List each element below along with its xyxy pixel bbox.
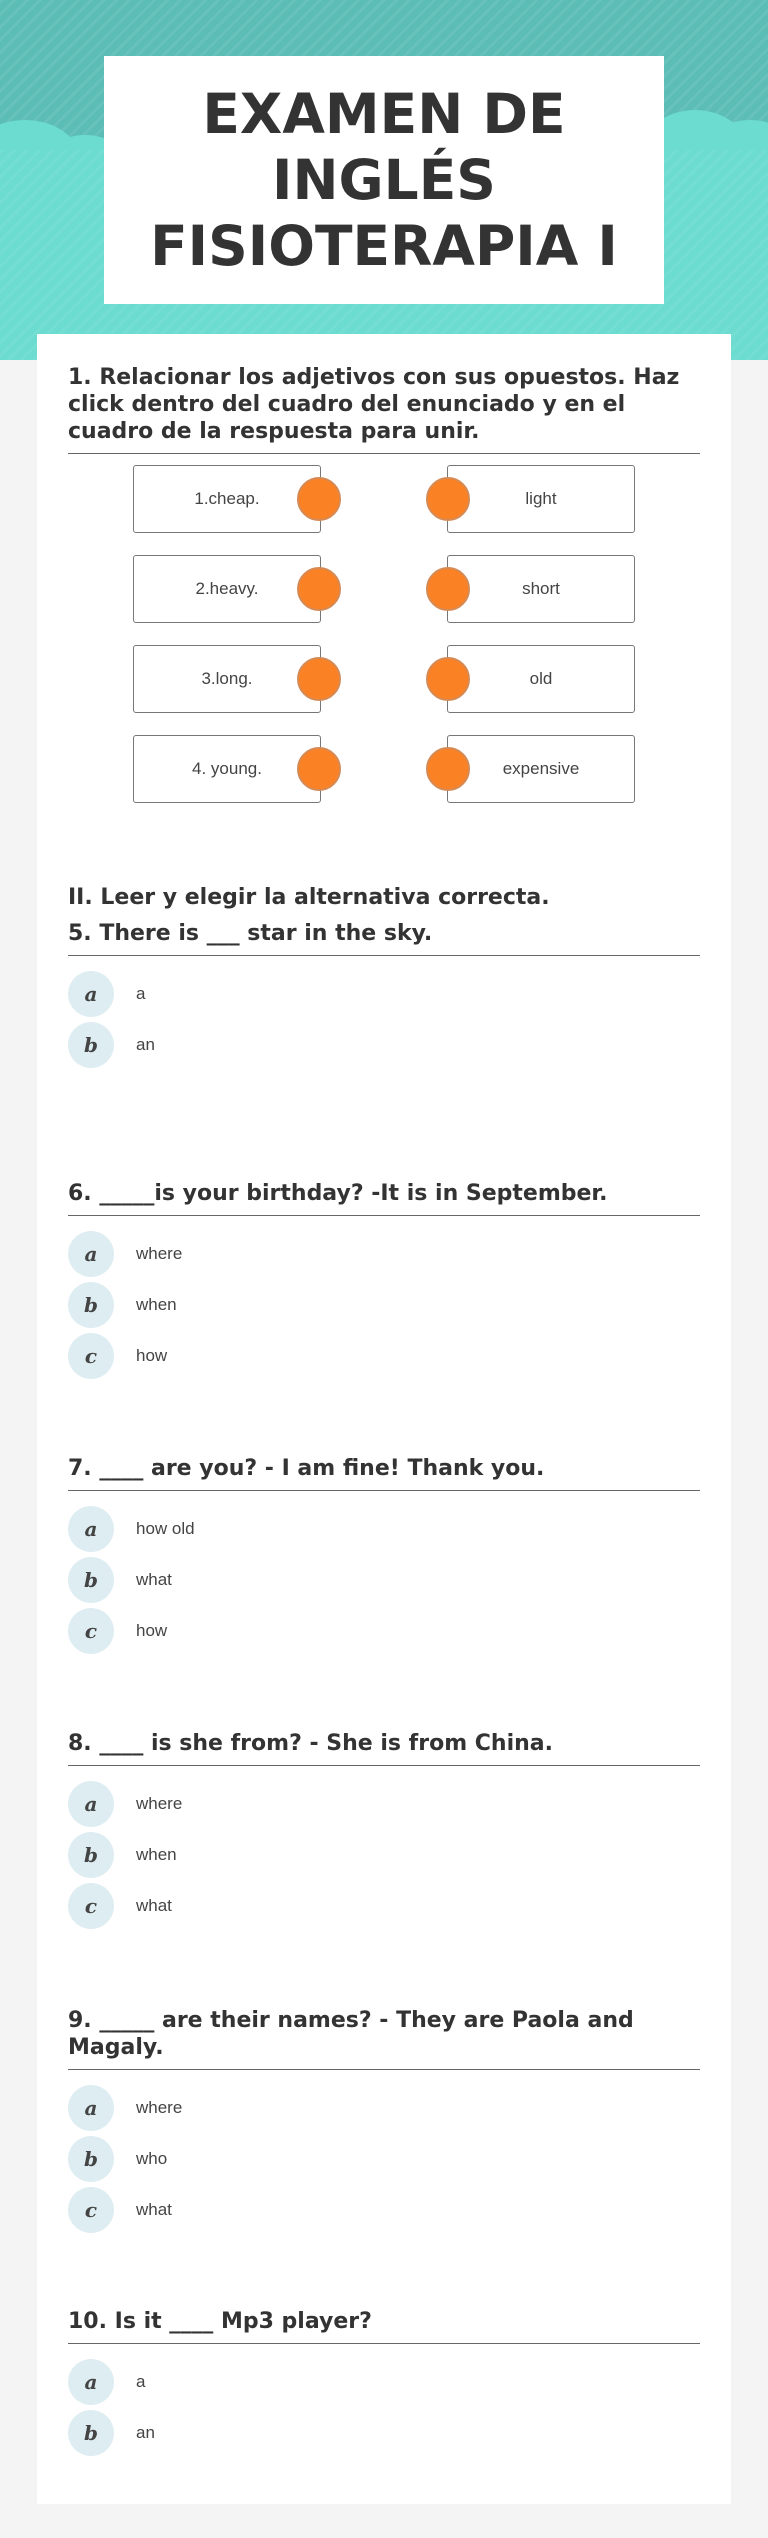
answer-option[interactable] bbox=[68, 1228, 700, 1279]
match-right-connector[interactable] bbox=[426, 657, 470, 701]
answer-option[interactable] bbox=[68, 1019, 700, 1070]
match-right-box[interactable]: old bbox=[447, 645, 635, 713]
option-text: what bbox=[136, 2199, 172, 2219]
match-left-connector[interactable] bbox=[297, 567, 341, 611]
option-letter-badge: a bbox=[68, 971, 114, 1017]
section-title: II. Leer y elegir la alternativa correcta. bbox=[68, 885, 550, 910]
options-list bbox=[68, 2356, 700, 2458]
answer-option[interactable] bbox=[68, 1880, 700, 1931]
section-2-heading bbox=[68, 884, 700, 911]
answer-option[interactable] bbox=[68, 968, 700, 1019]
option-text: when bbox=[136, 1294, 177, 1314]
question-title: 10. Is it ____ Mp3 player? bbox=[68, 2308, 700, 2344]
options-list bbox=[68, 968, 700, 1070]
options-list bbox=[68, 1778, 700, 1931]
answer-option[interactable] bbox=[68, 1503, 700, 1554]
question-7 bbox=[68, 1455, 700, 1656]
title-box bbox=[104, 56, 664, 304]
option-text: where bbox=[136, 2097, 183, 2117]
question-title: 7. ____ are you? - I am fine! Thank you. bbox=[68, 1455, 700, 1491]
option-letter-badge: b bbox=[68, 1282, 114, 1328]
question-1 bbox=[68, 364, 700, 454]
option-text: where bbox=[136, 1243, 183, 1263]
option-text: an bbox=[136, 1034, 155, 1054]
option-text: an bbox=[136, 2422, 155, 2442]
answer-option[interactable] bbox=[68, 1778, 700, 1829]
answer-option[interactable] bbox=[68, 1330, 700, 1381]
option-text: what bbox=[136, 1569, 172, 1589]
match-left-connector[interactable] bbox=[297, 477, 341, 521]
match-right-connector[interactable] bbox=[426, 747, 470, 791]
option-text: where bbox=[136, 1793, 183, 1813]
match-right-box[interactable]: short bbox=[447, 555, 635, 623]
question-title: 1. Relacionar los adjetivos con sus opuestos. Haz click dentro del cuadro del enunciado y en el cuadro de la respuesta para unir. bbox=[68, 364, 700, 454]
match-left-box[interactable]: 3.long. bbox=[133, 645, 321, 713]
answer-option[interactable] bbox=[68, 1605, 700, 1656]
option-letter-badge: a bbox=[68, 2359, 114, 2405]
answer-option[interactable] bbox=[68, 2133, 700, 2184]
options-list bbox=[68, 1228, 700, 1381]
option-letter-badge: a bbox=[68, 2085, 114, 2131]
question-10 bbox=[68, 2308, 700, 2458]
question-title: 5. There is ___ star in the sky. bbox=[68, 920, 700, 956]
answer-option[interactable] bbox=[68, 2184, 700, 2235]
answer-option[interactable] bbox=[68, 1554, 700, 1605]
match-left-box[interactable]: 1.cheap. bbox=[133, 465, 321, 533]
option-letter-badge: b bbox=[68, 2410, 114, 2456]
match-left-box[interactable]: 4. young. bbox=[133, 735, 321, 803]
title-line: INGLÉS bbox=[272, 148, 496, 212]
answer-option[interactable] bbox=[68, 1279, 700, 1330]
question-9 bbox=[68, 2007, 700, 2235]
option-text: a bbox=[136, 983, 146, 1003]
options-list bbox=[68, 1503, 700, 1656]
question-8 bbox=[68, 1730, 700, 1931]
option-letter-badge: b bbox=[68, 1022, 114, 1068]
option-letter-badge: c bbox=[68, 2187, 114, 2233]
title-line: EXAMEN DE bbox=[202, 82, 566, 146]
match-left-connector[interactable] bbox=[297, 747, 341, 791]
option-letter-badge: a bbox=[68, 1781, 114, 1827]
match-left-box[interactable]: 2.heavy. bbox=[133, 555, 321, 623]
option-letter-badge: c bbox=[68, 1883, 114, 1929]
option-text: how old bbox=[136, 1518, 195, 1538]
option-letter-badge: c bbox=[68, 1608, 114, 1654]
match-right-box[interactable]: expensive bbox=[447, 735, 635, 803]
option-text: how bbox=[136, 1345, 168, 1365]
question-title: 9. _____ are their names? - They are Paola and Magaly. bbox=[68, 2007, 700, 2070]
match-right-box[interactable]: light bbox=[447, 465, 635, 533]
page-title bbox=[150, 81, 618, 279]
answer-option[interactable] bbox=[68, 1829, 700, 1880]
option-text: how bbox=[136, 1620, 168, 1640]
option-letter-badge: a bbox=[68, 1506, 114, 1552]
option-letter-badge: b bbox=[68, 1832, 114, 1878]
answer-option[interactable] bbox=[68, 2356, 700, 2407]
option-letter-badge: a bbox=[68, 1231, 114, 1277]
option-text: who bbox=[136, 2148, 168, 2168]
answer-option[interactable] bbox=[68, 2407, 700, 2458]
option-letter-badge: b bbox=[68, 2136, 114, 2182]
question-title: 6. _____is your birthday? -It is in September. bbox=[68, 1180, 700, 1216]
option-letter-badge: c bbox=[68, 1333, 114, 1379]
option-text: a bbox=[136, 2371, 146, 2391]
option-text: when bbox=[136, 1844, 177, 1864]
answer-option[interactable] bbox=[68, 2082, 700, 2133]
question-5 bbox=[68, 920, 700, 1070]
title-line: FISIOTERAPIA I bbox=[150, 214, 618, 278]
match-right-connector[interactable] bbox=[426, 567, 470, 611]
option-text: what bbox=[136, 1895, 172, 1915]
match-right-connector[interactable] bbox=[426, 477, 470, 521]
question-title: 8. ____ is she from? - She is from China. bbox=[68, 1730, 700, 1766]
options-list bbox=[68, 2082, 700, 2235]
question-6 bbox=[68, 1180, 700, 1381]
option-letter-badge: b bbox=[68, 1557, 114, 1603]
match-left-connector[interactable] bbox=[297, 657, 341, 701]
